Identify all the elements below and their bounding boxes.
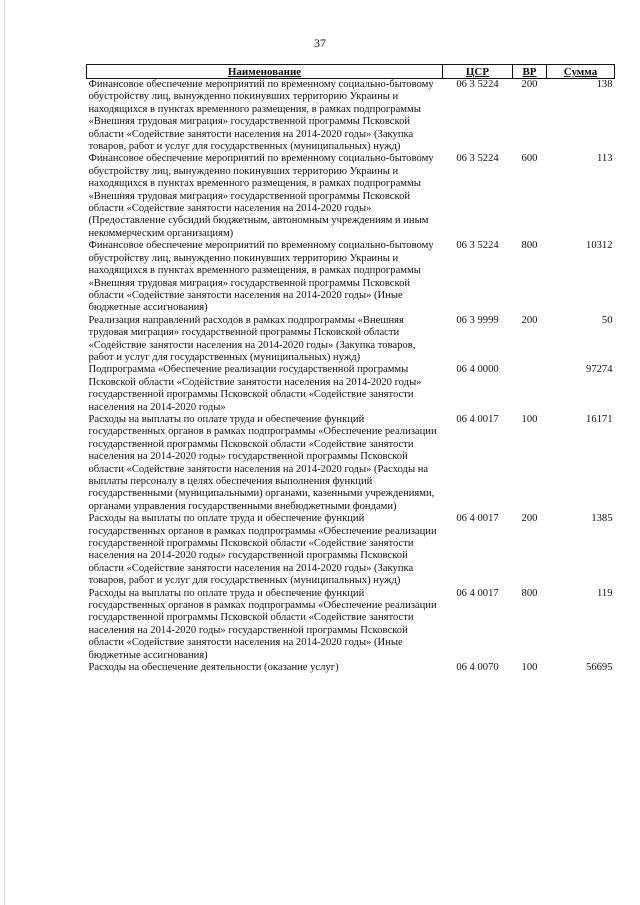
table-row (87, 240, 615, 314)
header-sum: Сумма (547, 65, 615, 79)
row-csr: 06 3 5224 (456, 79, 499, 90)
row-name: Расходы на выплаты по оплате труда и обеспечение функций государственных органов в рамках подпрограммы «Обеспечение реализации государственной программы Псковской области «Содействие занятости населения на 2014-2020 годы» государственной программы Псковской области «Содействие занятости населения на 2014-2020 годы» (Иные бюджетные ассигнования) (88, 587, 437, 661)
table-row (87, 513, 615, 587)
row-csr: 06 4 0017 (456, 513, 499, 525)
table-row (87, 662, 615, 674)
row-sum: 113 (597, 153, 613, 165)
table-row (87, 153, 615, 240)
row-sum: 16171 (586, 413, 613, 425)
row-csr: 06 3 5224 (456, 153, 499, 165)
row-name: Расходы на обеспечение деятельности (оказание услуг) (88, 662, 339, 674)
row-sum: 56695 (586, 662, 613, 674)
row-csr: 06 4 0070 (456, 662, 499, 674)
header-name: Наименование (87, 65, 443, 79)
row-csr: 06 4 0017 (456, 413, 499, 425)
header-vr: ВР (513, 65, 547, 79)
row-vr: 200 (521, 79, 538, 90)
row-vr: 100 (521, 413, 538, 425)
row-vr: 800 (521, 240, 538, 252)
row-name: Финансовое обеспечение мероприятий по временному социально-бытовому обустройству лиц, вынужденно покинувших территорию Украины и находящихся в пунктах временного размещения, в рамках подпрограммы «Внешняя трудовая миграция» государственной программы Псковской области «Содействие занятости населения на 2014-2020 годы» (Предоставление субсидий бюджетным, автономным учреждениям и иным некоммерческим организациям) (88, 153, 434, 239)
row-sum: 119 (597, 587, 613, 599)
row-csr: 06 3 9999 (456, 314, 499, 326)
table-row (87, 414, 615, 513)
row-name: Реализация направлений расходов в рамках подпрограммы «Внешняя трудовая миграция» государственной программы Псковской области «Содействие занятости населения на 2014-2020 годы» (Закупка товаров, работ и услуг для государственных (муниципальных) нужд) (88, 314, 416, 363)
row-vr: 800 (521, 587, 538, 599)
row-sum: 50 (601, 314, 613, 326)
row-name: Расходы на выплаты по оплате труда и обеспечение функций государственных органов в рамках подпрограммы «Обеспечение реализации государственной программы Псковской области «Содействие занятости населения на 2014-2020 годы» государственной программы Псковской области «Содействие занятости населения на 2014-2020 годы» (Закупка товаров, работ и услуг для государственных (муниципальных) нужд) (88, 513, 437, 587)
row-sum: 97274 (586, 364, 613, 376)
row-csr: 06 4 0017 (456, 587, 499, 599)
row-vr: 200 (521, 513, 538, 525)
row-sum: 138 (596, 79, 613, 90)
row-sum: 10312 (586, 240, 613, 252)
header-csr: ЦСР (443, 65, 513, 79)
table-row (87, 588, 615, 662)
row-name: Подпрограмма «Обеспечение реализации государственной программы Псковской области «Содействие занятости населения на 2014-2020 годы» государственной программы Псковской области «Содействие занятости населения на 2014-2020 годы» (88, 364, 422, 413)
row-sum: 1385 (591, 513, 613, 525)
scan-edge (4, 0, 5, 905)
row-vr: 200 (521, 314, 538, 326)
row-name: Финансовое обеспечение мероприятий по временному социально-бытовому обустройству лиц, вынужденно покинувших территорию Украины и находящихся в пунктах временного размещения, в рамках подпрограммы «Внешняя трудовая миграция» государственной программы Псковской области «Содействие занятости населения на 2014-2020 годы» (Иные бюджетные ассигнования) (88, 240, 434, 314)
budget-table (86, 64, 615, 675)
table-row (87, 315, 615, 365)
row-vr: 600 (521, 153, 538, 165)
row-vr: 100 (521, 662, 538, 674)
row-csr: 06 4 0000 (456, 364, 499, 376)
row-vr (513, 364, 547, 414)
row-name: Финансовое обеспечение мероприятий по временному социально-бытовому обустройству лиц, вынужденно покинувших территорию Украины и находящихся в пунктах временного размещения, в рамках подпрограммы «Внешняя трудовая миграция» государственной программы Псковской области «Содействие занятости населения на 2014-2020 годы» (Закупка товаров, работ и услуг для государственных (муниципальных) нужд) (88, 79, 434, 153)
row-csr: 06 3 5224 (456, 240, 499, 252)
table-row (87, 364, 615, 414)
row-name: Расходы на выплаты по оплате труда и обеспечение функций государственных органов в рамках подпрограммы «Обеспечение реализации государственной программы Псковской области «Содействие занятости населения на 2014-2020 годы» государственной программы Псковской области «Содействие занятости населения на 2014-2020 годы» (Расходы на выплаты персоналу в целях обеспечения выполнения функций государственными (муниципальными) органами, казенными учреждениями, органами управления государственными внебюджетными фондами) (88, 413, 437, 512)
page-number: 37 (314, 36, 326, 50)
table-header-row (87, 65, 615, 79)
table-row (87, 79, 615, 154)
